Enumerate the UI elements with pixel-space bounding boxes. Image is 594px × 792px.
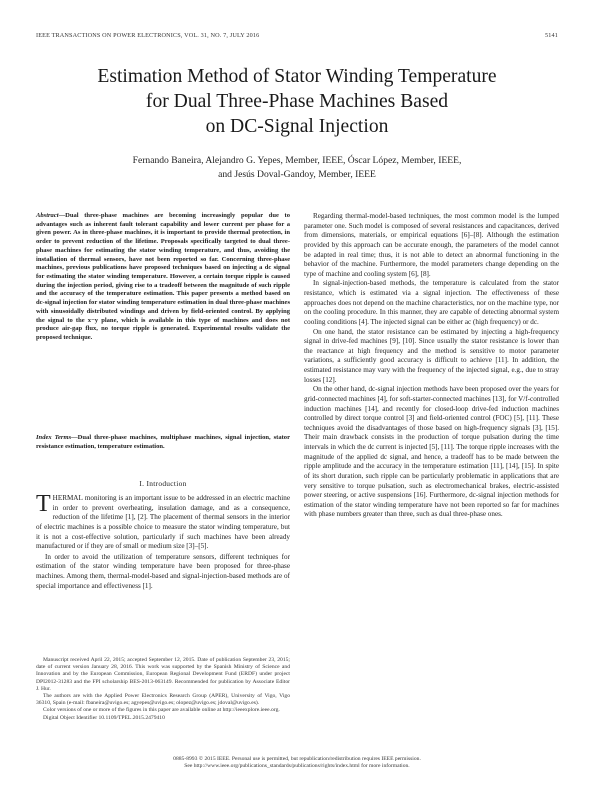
title-line-2: for Dual Three-Phase Machines Based	[145, 91, 449, 112]
running-head	[36, 32, 558, 39]
authors-line-2: and Jesús Doval-Gandoy, Member, IEEE	[218, 168, 376, 180]
abstract-label: Abstract	[36, 212, 59, 219]
section-heading: I. Introduction	[139, 479, 187, 488]
paper-title	[36, 64, 558, 139]
journal-name: IEEE TRANSACTIONS ON POWER ELECTRONICS, VOL. 31, NO. 7, JULY 2016	[36, 32, 260, 39]
title-line-1: Estimation Method of Stator Winding Temperature	[97, 66, 497, 87]
intro-first-word: HERMAL	[52, 494, 83, 502]
right-paragraph-4: On the other hand, dc-signal injection methods have been proposed over the years for grid-connected machines [4], for soft-starter-connected machines [13], for V/f-controlled induction machines [14], and recently for closed-loop drive-fed induction machines controlled by direct torque control [3] and field-oriented control (FOC) [5], [11]. These techniques avoid the disadvantages of those based on high-frequency signals [3], [15]. Their main drawback consists in the production of torque pulsation during the time intervals in which the dc current is injected [5], [11]. The torque ripple increases with the magnitude of the applied dc signal, and hence, a tradeoff has to be made between the ripple amplitude and the accuracy in the temperature estimation [11], [14], [15]. In spite of its short duration, such ripple can be particularly problematic in applications that are very sensitive to torque pulsation, such as electromechanical brakes, electric-assisted power steering, or active suspensions [16]. Furthermore, dc-signal injection methods for estimation of the stator winding temperature have not been reported so far for machines with phase numbers greater than three, such as dual three-phase ones.	[304, 385, 559, 519]
right-paragraph-3: On one hand, the stator resistance can be estimated by injecting a high-frequency signal in drive-fed machines [9], [10]. Since usually the stator resistance is lower than the reactance at high frequency and the method is sensitive to motor parameter variations, a sufficiently good accuracy is difficult to achieve [11]. In addition, the estimated resistance may vary with the frequency of the injected signal, e.g., due to stray losses [12].	[304, 327, 559, 384]
abstract-text: —Dual three-phase machines are becoming increasingly popular due to advantages such as inherent fault tolerant capability and lower current per phase for a given power. As in three-phase machines, it is important to provide thermal protection, in order to prevent reduction of the lifetime. Proposals specifically targeted to dual three-phase machines for estimating the stator winding temperature, and thus, avoiding the installation of thermal sensors, have not been reported so far. Concerning three-phase machines, previous publications have proposed techniques based on injecting a dc signal for estimating the stator winding temperature. However, a certain torque ripple is caused during the injection period, giving rise to a tradeoff between the magnitude of such ripple and the accuracy of the temperature estimation. This paper presents a method based on dc-signal injection for stator winding temperature estimation in dual three-phase machines with sinusoidally distributed windings and driven by field-oriented control. By applying the signal to the x−y plane, which is available in this type of machines and does not produce air-gap flux, no torque ripple is generated. Experimental results validate the proposed technique.	[36, 212, 290, 342]
page-number: 5141	[545, 32, 558, 39]
copyright-line-1: 0885-8993 © 2015 IEEE. Personal use is permitted, but republication/redistribution requires IEEE permission.	[173, 756, 421, 762]
authors-line-1: Fernando Baneira, Alejandro G. Yepes, Member, IEEE, Óscar López, Member, IEEE,	[132, 155, 462, 166]
drop-cap: T	[36, 491, 51, 517]
copyright-notice	[36, 756, 558, 770]
right-column-body	[304, 212, 559, 520]
index-terms	[36, 434, 290, 451]
footnote	[36, 657, 290, 722]
footnote-manuscript: Manuscript received April 22, 2015; accepted September 12, 2015. Date of publication September 23, 2015; date of current version January 28, 2016. This work was supported by the Spanish Ministry of Science and Innovation and by the European Commission, European Regional Development Fund (ERDF) under project DPI2012-31283 and the FPI scholarship BES-2013-063149. Recommended for publication by Associate Editor J. Hur.	[36, 657, 290, 692]
footnote-color-versions: Color versions of one or more of the figures in this paper are available online at http://ieeexplore.ieee.org.	[43, 707, 280, 714]
right-paragraph-2: In signal-injection-based methods, the temperature is calculated from the stator resistance, which is estimated via a signal injection. The effectiveness of these approaches does not depend on the machine characteristics, nor on the machine type, nor on the cooling procedure. In this manner, they are capable of detecting abnormal system cooling conditions [4]. The injected signal can be either ac (high frequency) or dc.	[304, 279, 559, 326]
copyright-line-2: See http://www.ieee.org/publications_standards/publications/rights/index.html for more information.	[184, 763, 410, 770]
intro-paragraph-2: In order to avoid the utilization of temperature sensors, different techniques for estimation of the stator winding temperature have been proposed for three-phase machines. Among them, thermal-model-based and signal-injection-based methods are of special importance and effectiveness [1].	[36, 552, 290, 590]
author-list	[60, 154, 534, 181]
intro-paragraph-1	[36, 491, 290, 552]
footnote-doi: Digital Object Identifier 10.1109/TPEL.2015.2479410	[43, 714, 165, 721]
title-line-3: on DC-Signal Injection	[205, 116, 389, 137]
intro-p1-text: monitoring is an important issue to be addressed in an electric machine in order to prevent overheating, insulation damage, and as a consequence, reduction of the lifetime [1], [2]. The placement of thermal sensors in the interior of electric machines is a possible choice to measure the stator winding temperature, but it is not a cost-effective solution, particularly if such machines have been already manufactured or if they are of small or medium size [3]–[5].	[36, 494, 290, 551]
index-terms-text: —Dual three-phase machines, multiphase machines, signal injection, stator resistance estimation, temperature estimation.	[36, 434, 290, 450]
footnote-affiliation: The authors are with the Applied Power Electronics Research Group (APER), University of Vigo, Vigo 36310, Spain (e-mail: fbaneira@uvigo.es; agyepes@uvigo.es; olopez@uvigo.es; jdoval@uvigo.es).	[36, 692, 290, 707]
introduction-body	[36, 491, 290, 591]
abstract	[36, 212, 290, 343]
index-terms-label: Index Terms	[36, 434, 72, 441]
right-paragraph-1: Regarding thermal-model-based techniques, the most common model is the lumped parameter one. Such model is composed of several resistances and capacitances, derived from dimensions, materials, or empirical equations [6]–[8]. Although the estimation provided by this approach can be accurate enough, the parameters of the model cannot be adapted in real time; thus, it is not able to detect an abnormal functioning in the behavior of the machine. Furthermore, the model parameters change depending on the type of machine and cooling system [6], [8].	[304, 212, 559, 278]
